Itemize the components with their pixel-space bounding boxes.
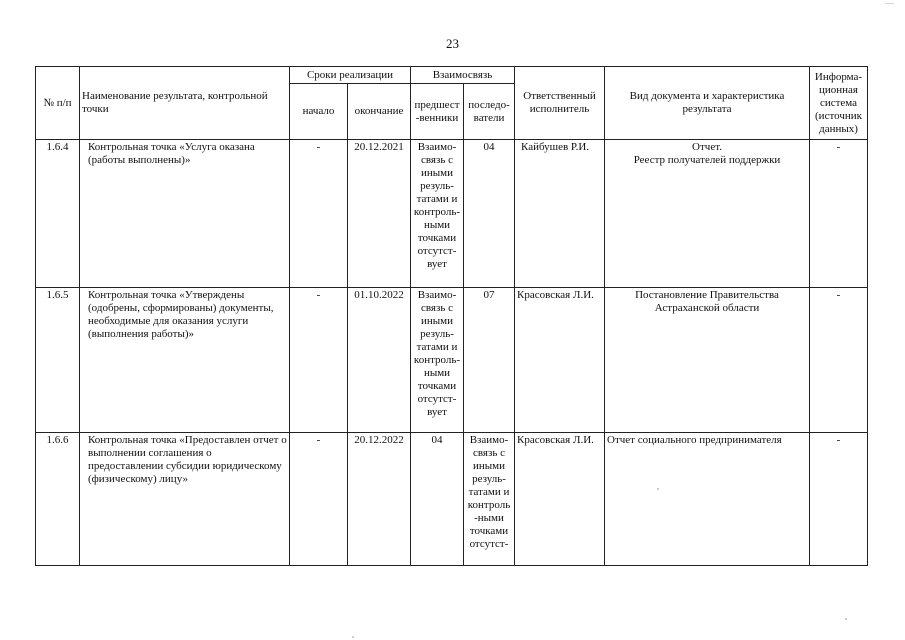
- header-predecessors: предшест-венники: [411, 84, 464, 140]
- header-relation: Взаимосвязь: [411, 67, 515, 84]
- scan-speck: [845, 618, 847, 620]
- row-info: -: [810, 288, 868, 433]
- page-number: 23: [446, 36, 459, 51]
- row-responsible: Красовская Л.И.: [515, 433, 605, 566]
- row-start: -: [290, 140, 348, 288]
- table-row: [36, 433, 868, 566]
- row-start: -: [290, 288, 348, 433]
- row-successors: Взаимо-связь с иными резуль-татами и контроль-ными точками отсутст-: [464, 433, 515, 566]
- corner-mark: —: [885, 0, 895, 8]
- row-num: 1.6.4: [36, 140, 80, 288]
- row-responsible: Кайбушев Р.И.: [515, 140, 605, 288]
- header-row-1: [36, 67, 868, 84]
- row-num: 1.6.6: [36, 433, 80, 566]
- row-start: -: [290, 433, 348, 566]
- scan-speck: [657, 488, 659, 490]
- results-table: [35, 66, 868, 566]
- scan-speck: [352, 636, 354, 638]
- header-name: Наименование результата, контрольной точки: [80, 67, 290, 140]
- row-successors: 04: [464, 140, 515, 288]
- row-predecessors: Взаимо-связь с иными резуль-татами и контроль-ными точками отсутст-вует: [411, 140, 464, 288]
- row-end: 01.10.2022: [348, 288, 411, 433]
- row-doc: Отчет социального предпринимателя: [605, 433, 810, 566]
- row-predecessors: Взаимо-связь с иными резуль-татами и контроль-ными точками отсутст-вует: [411, 288, 464, 433]
- header-successors: последо-ватели: [464, 84, 515, 140]
- row-name: Контрольная точка «Услуга оказана (работы выполнены)»: [80, 140, 290, 288]
- row-num: 1.6.5: [36, 288, 80, 433]
- header-responsible: Ответственный исполнитель: [515, 67, 605, 140]
- header-start: начало: [290, 84, 348, 140]
- header-num: № п/п: [36, 67, 80, 140]
- table-row: [36, 140, 868, 288]
- header-end: окончание: [348, 84, 411, 140]
- row-info: -: [810, 140, 868, 288]
- table-row: [36, 288, 868, 433]
- header-info: Информа-ционная система (источник данных): [810, 67, 868, 140]
- row-name: Контрольная точка «Предоставлен отчет о выполнении соглашения о предоставлении субсидии юридическому (физическому) лицу»: [80, 433, 290, 566]
- row-end: 20.12.2022: [348, 433, 411, 566]
- row-predecessors: 04: [411, 433, 464, 566]
- header-doc: Вид документа и характеристика результата: [605, 67, 810, 140]
- row-info: -: [810, 433, 868, 566]
- row-end: 20.12.2021: [348, 140, 411, 288]
- row-successors: 07: [464, 288, 515, 433]
- header-terms: Сроки реализации: [290, 67, 411, 84]
- row-doc: Постановление Правительства Астраханской области: [605, 288, 810, 433]
- row-responsible: Красовская Л.И.: [515, 288, 605, 433]
- row-doc: Отчет. Реестр получателей поддержки: [605, 140, 810, 288]
- row-name: Контрольная точка «Утверждены (одобрены, сформированы) документы, необходимые для оказания услуги (выполнения работы)»: [80, 288, 290, 433]
